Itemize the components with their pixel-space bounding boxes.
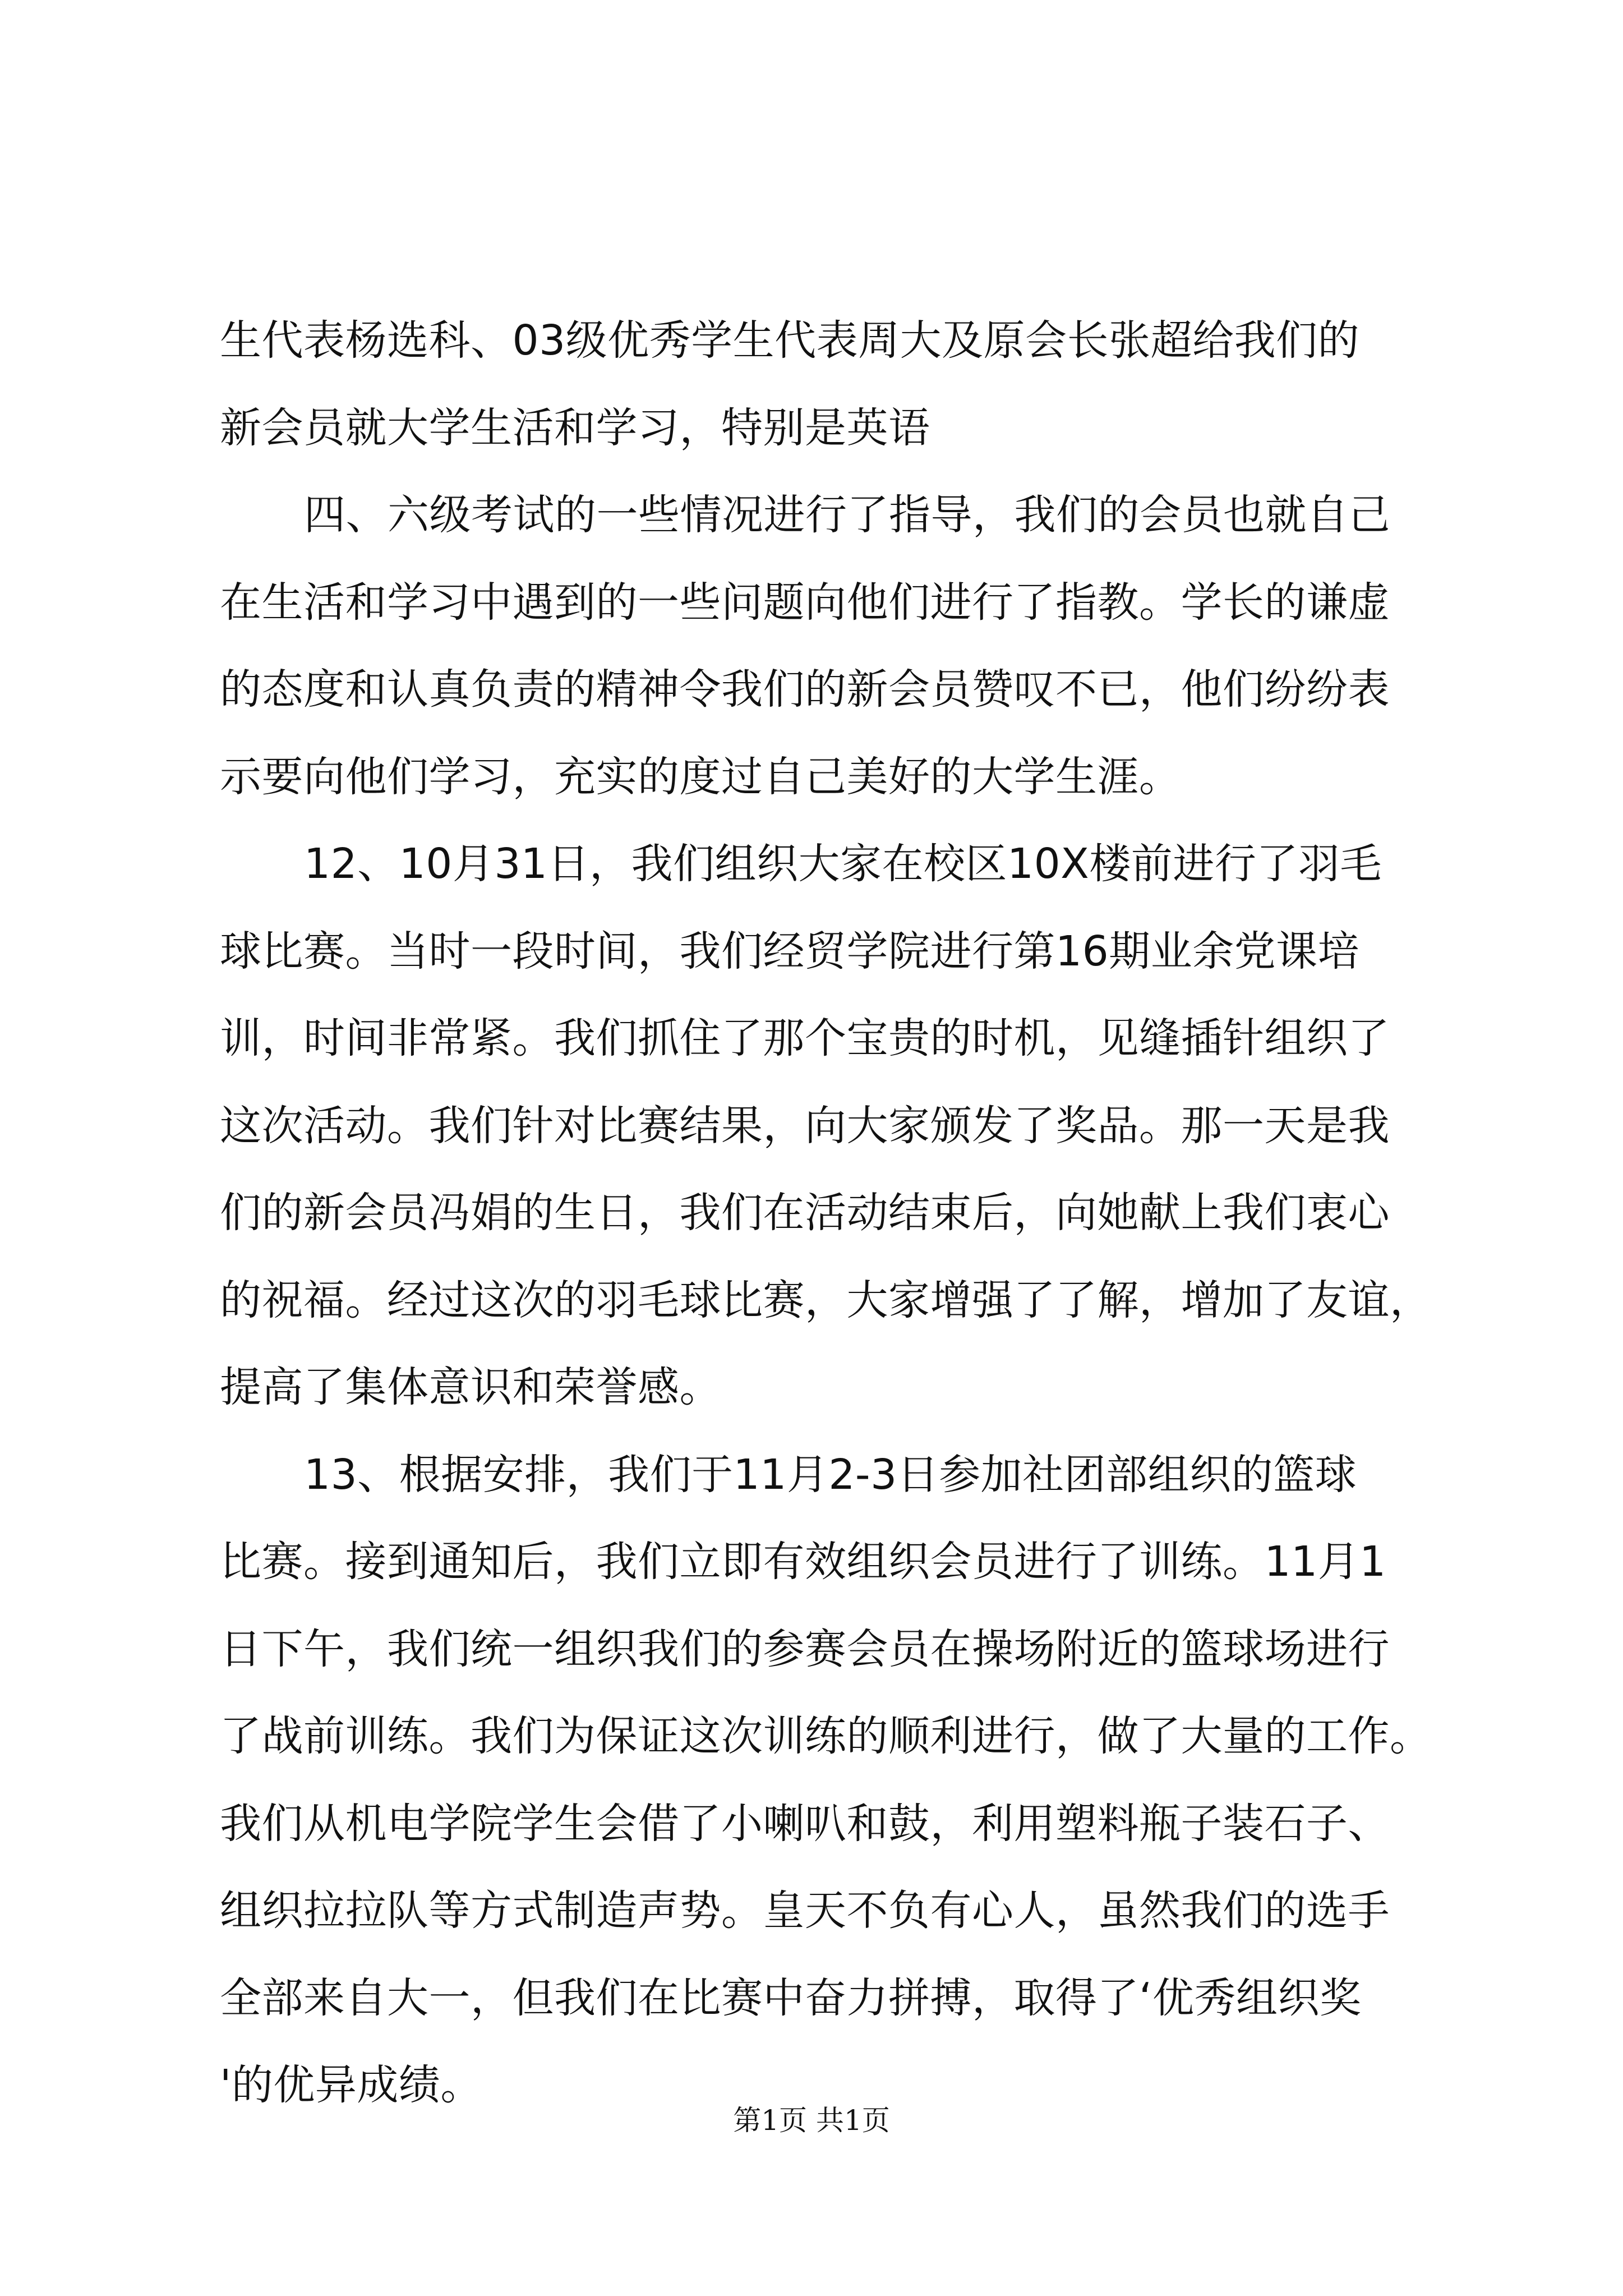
text-line: 13、根据安排，我们于11月2-3日参加社团部组织的篮球 <box>304 1450 1357 1499</box>
text-line: 了战前训练。我们为保证这次训练的顺利进行，做了大量的工作。 <box>220 1712 1432 1760</box>
text-line: 比赛。接到通知后，我们立即有效组织会员进行了训练。11月1 <box>220 1538 1386 1586</box>
text-line: 的祝福。经过这次的羽毛球比赛，大家增强了了解，增加了友谊， <box>220 1276 1432 1324</box>
text-line: 全部来自大一，但我们在比赛中奋力拼搏，取得了‘优秀组织奖 <box>220 1973 1362 2022</box>
text-line: 生代表杨选科、03级优秀学生代表周大及原会长张超给我们的 <box>220 316 1360 365</box>
text-line: 新会员就大学生活和学习，特别是英语 <box>220 403 930 452</box>
text-line: 在生活和学习中遇到的一些问题向他们进行了指教。学长的谦虚 <box>220 578 1390 627</box>
text-line: 球比赛。当时一段时间，我们经贸学院进行第16期业余党课培 <box>220 927 1360 976</box>
text-line: 组织拉拉队等方式制造声势。皇天不负有心人，虽然我们的选手 <box>220 1887 1390 1935</box>
text-line: 提高了集体意识和荣誉感。 <box>220 1363 721 1411</box>
text-line: 四、六级考试的一些情况进行了指导，我们的会员也就自己 <box>304 491 1390 539</box>
page-footer: 第1页 共1页 <box>733 2104 890 2137</box>
text-line: 这次活动。我们针对比赛结果，向大家颁发了奖品。那一天是我 <box>220 1101 1390 1150</box>
text-line: 12、10月31日，我们组织大家在校区10X楼前进行了羽毛 <box>304 840 1382 888</box>
document-body <box>220 297 1432 2129</box>
text-line: 训，时间非常紧。我们抓住了那个宝贵的时机，见缝插针组织了 <box>220 1014 1390 1062</box>
text-line: 日下午，我们统一组织我们的参赛会员在操场附近的篮球场进行 <box>220 1625 1390 1673</box>
text-line: 示要向他们学习，充实的度过自己美好的大学生涯。 <box>220 752 1181 801</box>
text-line: 们的新会员冯娟的生日，我们在活动结束后，向她献上我们衷心 <box>220 1189 1390 1237</box>
text-line: '的优异成绩。 <box>220 2061 482 2109</box>
text-line: 我们从机电学院学生会借了小喇叭和鼓，利用塑料瓶子装石子、 <box>220 1799 1390 1848</box>
text-line: 的态度和认真负责的精神令我们的新会员赞叹不已，他们纷纷表 <box>220 665 1390 714</box>
